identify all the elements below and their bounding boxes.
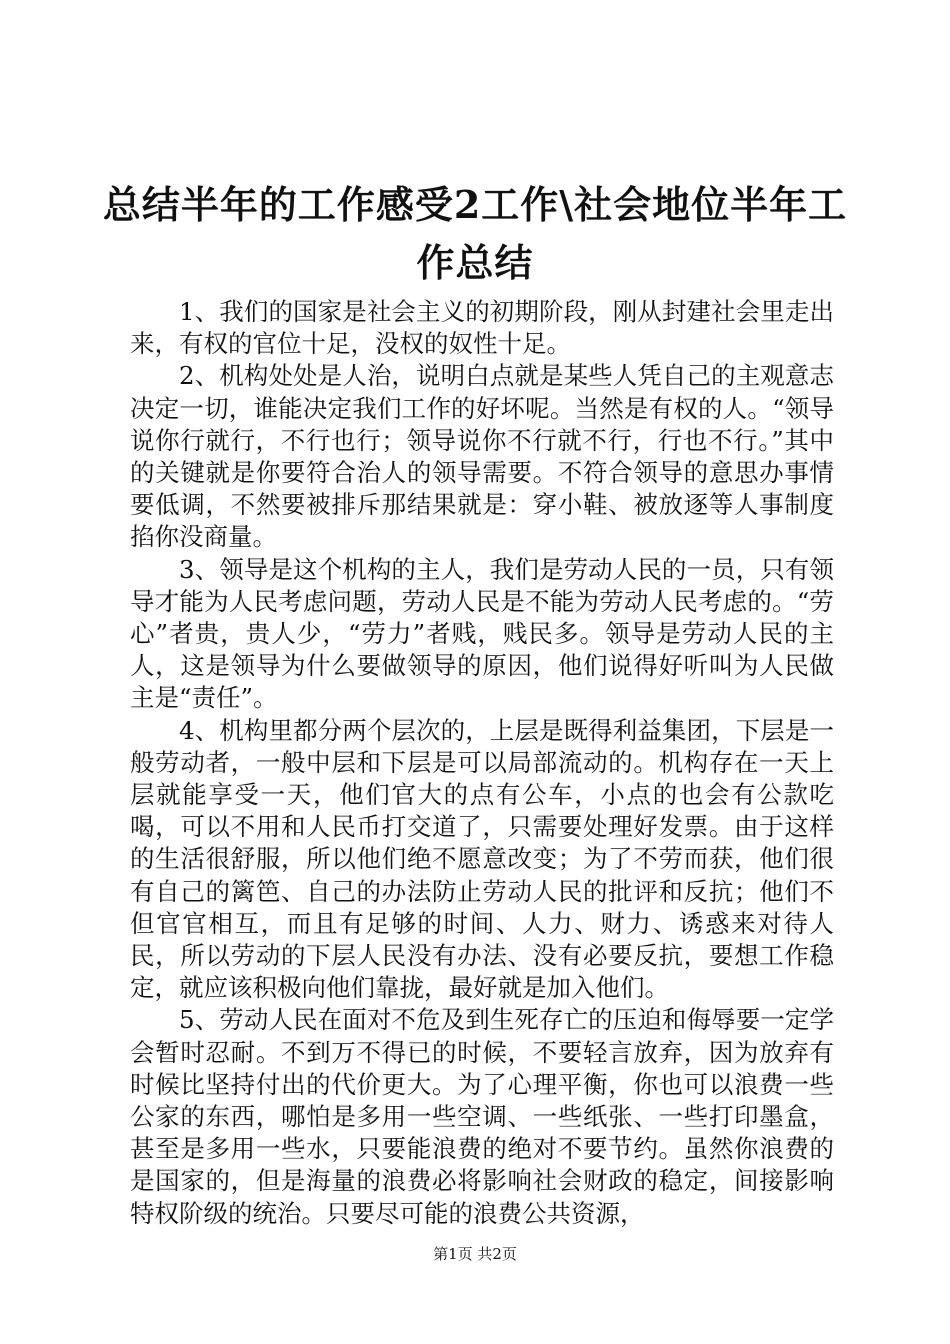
- paragraph-3: 3、领导是这个机构的主人，我们是劳动人民的一员，只有领导才能为人民考虑问题，劳动人民是不能为劳动人民考虑的。“劳心”者贵，贵人少，“劳力”者贱，贱民多。领导是劳动人民的主人，这是领导为什么要做领导的原因，他们说得好听叫为人民做主是“责任”。: [130, 554, 834, 713]
- paragraph-1: 1、我们的国家是社会主义的初期阶段，刚从封建社会里走出来，有权的官位十足，没权的奴性十足。: [130, 297, 834, 359]
- title-line-1: 总结半年的工作感受2工作\社会地位半年工: [102, 182, 848, 227]
- paragraph-5: 5、劳动人民在面对不危及到生死存亡的压迫和侮辱要一定学会暂时忍耐。不到万不得已的时候，不要轻言放弃，因为放弃有时候比坚持付出的代价更大。为了心理平衡，你也可以浪费一些公家的东西，哪怕是多用一些空调、一些纸张、一些打印墨盒，甚至是多用一些水，只要能浪费的绝对不要节约。虽然你浪费的是国家的，但是海量的浪费必将影响社会财政的稳定，间接影响特权阶级的统治。只要尽可能的浪费公共资源，: [130, 1005, 834, 1228]
- paragraph-4: 4、机构里都分两个层次的，上层是既得利益集团，下层是一般劳动者，一般中层和下层是可以局部流动的。机构存在一天上层就能享受一天，他们官大的点有公车，小点的也会有公款吃喝，可以不用和人民币打交道了，只需要处理好发票。由于这样的生活很舒服，所以他们绝不愿意改变；为了不劳而获，他们很有自己的篱笆、自己的办法防止劳动人民的批评和反抗；他们不但官官相互，而且有足够的时间、人力、财力、诱惑来对待人民，所以劳动的下层人民没有办法、没有必要反抗，要想工作稳定，就应该积极向他们靠拢，最好就是加入他们。: [130, 715, 834, 1003]
- document-title: [100, 176, 850, 292]
- paragraph-2: 2、机构处处是人治，说明白点就是某些人凭自己的主观意志决定一切，谁能决定我们工作的好坏呢。当然是有权的人。“领导说你行就行，不行也行；领导说你不行就不行，行也不行。”其中的关键就是你要符合治人的领导需要。不符合领导的意思办事情要低调，不然要被排斥那结果就是：穿小鞋、被放逐等人事制度掐你没商量。: [130, 361, 834, 552]
- page-footer: 第1页 共2页: [433, 1245, 517, 1263]
- title-line-2: 作总结: [416, 240, 534, 285]
- document-body: [130, 296, 834, 1230]
